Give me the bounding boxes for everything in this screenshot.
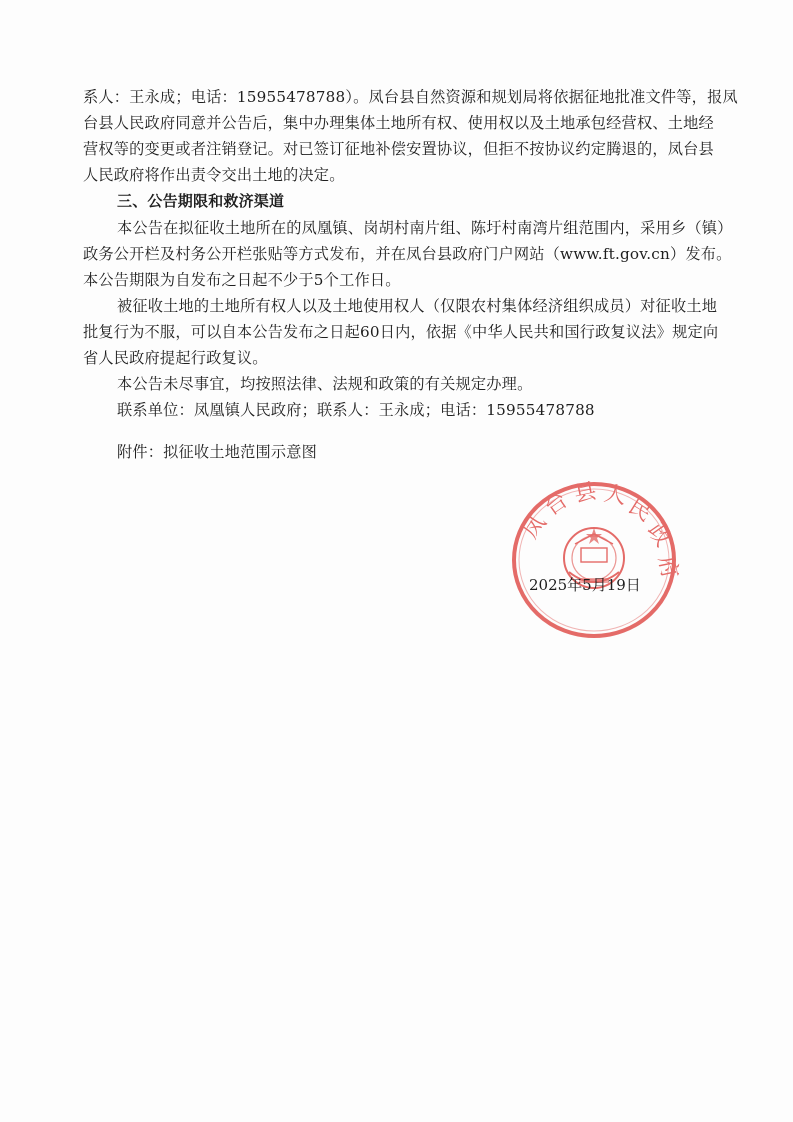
- section-line-1: 本公告在拟征收土地所在的凤凰镇、岗胡村南片组、陈圩村南湾片组范围内，采用乡（镇）: [117, 219, 733, 237]
- section-heading: 三、公告期限和救济渠道: [117, 192, 285, 210]
- section-line-7: 本公告未尽事宜，均按照法律、法规和政策的有关规定办理。: [117, 375, 533, 393]
- svg-text:政: 政: [642, 519, 676, 552]
- official-seal: [509, 478, 683, 643]
- svg-text:人: 人: [601, 481, 628, 510]
- attachment-line: 附件：拟征收土地范围示意图: [117, 443, 318, 461]
- body-line-2: 台县人民政府同意并公告后，集中办理集体土地所有权、使用权以及土地承包经营权、土地经: [83, 114, 714, 132]
- section-line-5: 批复行为不服，可以自本公告发布之日起60日内，依据《中华人民共和国行政复议法》规定向: [83, 323, 719, 341]
- svg-text:民: 民: [623, 493, 656, 527]
- svg-text:凤: 凤: [518, 511, 552, 544]
- issue-date: 2025年5月19日: [529, 576, 641, 594]
- section-line-3: 本公告期限为自发布之日起不少于5个工作日。: [83, 271, 401, 289]
- svg-text:县: 县: [572, 478, 599, 508]
- section-line-2: 政务公开栏及村务公开栏张贴等方式发布，并在凤台县政府门户网站（www.ft.gov.cn）发布。: [83, 245, 732, 263]
- body-line-3: 营权等的变更或者注销登记。对已签订征地补偿安置协议，但拒不按协议约定腾退的，凤台县: [83, 140, 714, 158]
- svg-text:府: 府: [653, 554, 683, 581]
- svg-text:台: 台: [540, 487, 573, 521]
- body-line-4: 人民政府将作出责令交出土地的决定。: [83, 166, 345, 184]
- section-line-8: 联系单位：凤凰镇人民政府；联系人：王永成；电话：15955478788: [117, 401, 595, 419]
- body-line-1: 系人：王永成；电话：15955478788）。凤台县自然资源和规划局将依据征地批准文件等，报凤: [83, 88, 738, 106]
- section-line-6: 省人民政府提起行政复议。: [83, 349, 268, 367]
- section-line-4: 被征收土地的土地所有权人以及土地使用权人（仅限农村集体经济组织成员）对征收土地: [117, 297, 718, 315]
